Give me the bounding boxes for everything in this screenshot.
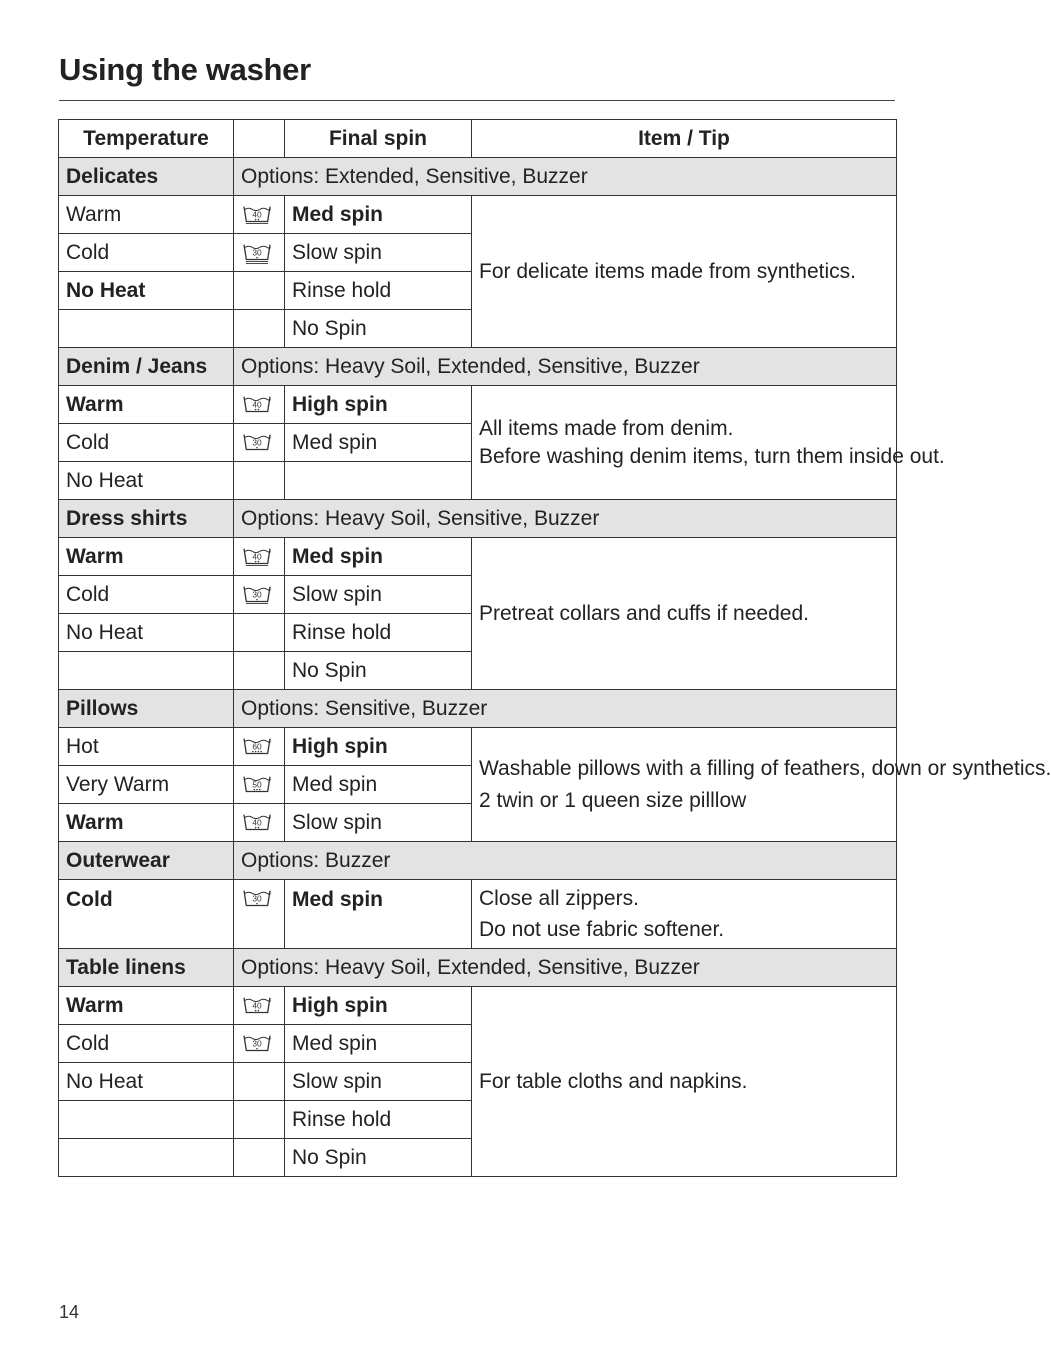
tip-line: For table cloths and napkins. [479, 1069, 748, 1093]
temperature-cell [59, 310, 234, 348]
svg-text:30: 30 [252, 436, 262, 447]
wash-symbol-cell [234, 576, 285, 614]
svg-text:30: 30 [252, 246, 262, 257]
wash-symbol-cell [234, 386, 285, 424]
tip-line: 2 twin or 1 queen size pilllow [479, 788, 747, 812]
wash-tub-icon [241, 430, 284, 456]
spin-cell: Med spin [285, 766, 472, 804]
wash-tub-icon [241, 772, 284, 798]
svg-text:40: 40 [252, 208, 262, 219]
spin-cell: Med spin [285, 196, 472, 234]
wash-tub-svg [241, 810, 273, 836]
tip-line: Pretreat collars and cuffs if needed. [479, 601, 809, 625]
wash-symbol-cell [234, 272, 285, 310]
program-name: Table linens [59, 949, 234, 987]
spin-cell: Slow spin [285, 234, 472, 272]
temperature-cell: Very Warm [59, 766, 234, 804]
wash-tub-svg [241, 392, 273, 418]
tip-cell [472, 987, 897, 1177]
wash-symbol-cell [234, 538, 285, 576]
spin-cell: No Spin [285, 652, 472, 690]
page-number: 14 [59, 1302, 80, 1322]
wash-tub-svg [241, 202, 273, 228]
wash-tub-icon [241, 202, 284, 228]
temperature-cell: Hot [59, 728, 234, 766]
temperature-cell [59, 652, 234, 690]
temperature-cell: Warm [59, 386, 234, 424]
wash-symbol-cell [234, 614, 285, 652]
program-section-row [59, 500, 897, 538]
wash-tub-svg [241, 1031, 273, 1057]
program-options: Options: Heavy Soil, Extended, Sensitive, Buzzer [234, 348, 897, 386]
program-section-row [59, 949, 897, 987]
program-name: Pillows [59, 690, 234, 728]
wash-symbol-cell [234, 234, 285, 272]
program-name: Dress shirts [59, 500, 234, 538]
table-row [59, 880, 897, 949]
wash-program-table [58, 119, 1051, 1177]
spin-cell: High spin [285, 987, 472, 1025]
tip-line: Close all zippers. [479, 886, 639, 910]
wash-symbol-cell [234, 462, 285, 500]
wash-symbol-cell [234, 766, 285, 804]
svg-text:40: 40 [252, 999, 262, 1010]
program-section-row [59, 158, 897, 196]
wash-symbol-cell [234, 728, 285, 766]
temperature-cell [59, 1139, 234, 1177]
tip-cell [472, 728, 1051, 842]
wash-tub-icon [241, 993, 284, 1019]
spin-cell [285, 462, 472, 500]
svg-text:40: 40 [252, 398, 262, 409]
table-row [59, 728, 897, 766]
svg-text:40: 40 [252, 550, 262, 561]
spin-cell: High spin [285, 386, 472, 424]
program-name: Delicates [59, 158, 234, 196]
wash-tub-icon [241, 544, 284, 570]
temperature-cell [59, 1101, 234, 1139]
spin-cell: High spin [285, 728, 472, 766]
program-section-row [59, 842, 897, 880]
wash-tub-svg [241, 772, 273, 798]
spin-cell: Slow spin [285, 576, 472, 614]
wash-symbol-cell [234, 310, 285, 348]
wash-tub-svg [241, 886, 273, 912]
temperature-cell: Cold [59, 576, 234, 614]
wash-tub-icon [241, 1031, 284, 1057]
header-final-spin: Final spin [285, 120, 472, 158]
temperature-cell: No Heat [59, 272, 234, 310]
wash-symbol-cell [234, 1063, 285, 1101]
program-options: Options: Extended, Sensitive, Buzzer [234, 158, 897, 196]
wash-tub-svg [241, 993, 273, 1019]
wash-symbol-cell [234, 1101, 285, 1139]
svg-text:30: 30 [252, 1037, 262, 1048]
spin-cell: Med spin [285, 424, 472, 462]
tip-line: Before washing denim items, turn them inside out. [479, 444, 945, 468]
svg-text:60: 60 [252, 740, 262, 751]
program-section-row [59, 348, 897, 386]
wash-tub-svg [241, 544, 273, 570]
wash-tub-icon [241, 810, 284, 836]
wash-symbol-cell [234, 1025, 285, 1063]
temperature-cell: Warm [59, 987, 234, 1025]
temperature-cell: Cold [59, 234, 234, 272]
temperature-cell: No Heat [59, 462, 234, 500]
wash-symbol-cell [234, 880, 285, 949]
program-name: Outerwear [59, 842, 234, 880]
temperature-cell: No Heat [59, 614, 234, 652]
tip-cell [472, 538, 897, 690]
table-row [59, 538, 897, 576]
header-symbol [234, 120, 285, 158]
spin-cell: Rinse hold [285, 1101, 472, 1139]
wash-tub-svg [241, 240, 273, 266]
wash-tub-icon [241, 582, 284, 608]
tip-line: All items made from denim. [479, 417, 734, 440]
wash-symbol-cell [234, 652, 285, 690]
wash-symbol-cell [234, 804, 285, 842]
wash-symbol-cell [234, 424, 285, 462]
spin-cell: Slow spin [285, 1063, 472, 1101]
wash-tub-icon [241, 886, 284, 912]
temperature-cell: Cold [59, 424, 234, 462]
tip-cell [472, 880, 897, 949]
table-row [59, 987, 897, 1025]
spin-cell: No Spin [285, 1139, 472, 1177]
temperature-cell: Warm [59, 196, 234, 234]
tip-line: Do not use fabric softener. [479, 918, 725, 941]
wash-symbol-cell [234, 1139, 285, 1177]
program-options: Options: Sensitive, Buzzer [234, 690, 897, 728]
spin-cell: Med spin [285, 880, 472, 949]
program-options: Options: Heavy Soil, Extended, Sensitive, Buzzer [234, 949, 897, 987]
wash-tub-icon [241, 734, 284, 760]
wash-tub-svg [241, 430, 273, 456]
header-item-tip: Item / Tip [472, 120, 897, 158]
temperature-cell: Warm [59, 804, 234, 842]
svg-text:30: 30 [252, 588, 262, 599]
program-name: Denim / Jeans [59, 348, 234, 386]
temperature-cell: Warm [59, 538, 234, 576]
header-temperature: Temperature [59, 120, 234, 158]
wash-tub-svg [241, 734, 273, 760]
spin-cell: Med spin [285, 538, 472, 576]
title-divider [59, 100, 895, 101]
page-title: Using the washer [59, 52, 311, 87]
svg-text:50: 50 [252, 778, 262, 789]
table-header-row [59, 120, 897, 158]
program-section-row [59, 690, 897, 728]
wash-symbol-cell [234, 987, 285, 1025]
svg-text:30: 30 [252, 893, 262, 904]
tip-cell [472, 386, 945, 500]
spin-cell: Slow spin [285, 804, 472, 842]
wash-tub-svg [241, 582, 273, 608]
temperature-cell: Cold [59, 1025, 234, 1063]
table-row [59, 196, 897, 234]
table-row [59, 386, 897, 424]
tip-cell [472, 196, 897, 348]
spin-cell: Med spin [285, 1025, 472, 1063]
svg-text:40: 40 [252, 816, 262, 827]
program-options: Options: Heavy Soil, Sensitive, Buzzer [234, 500, 897, 538]
spin-cell: Rinse hold [285, 614, 472, 652]
wash-tub-icon [241, 392, 284, 418]
spin-cell: Rinse hold [285, 272, 472, 310]
temperature-cell: Cold [59, 880, 234, 949]
temperature-cell: No Heat [59, 1063, 234, 1101]
wash-symbol-cell [234, 196, 285, 234]
tip-line: Washable pillows with a filling of feathers, down or synthetics. [479, 757, 1051, 780]
tip-line: For delicate items made from synthetics. [479, 259, 856, 283]
spin-cell: No Spin [285, 310, 472, 348]
program-options: Options: Buzzer [234, 842, 897, 880]
wash-tub-icon [241, 240, 284, 266]
